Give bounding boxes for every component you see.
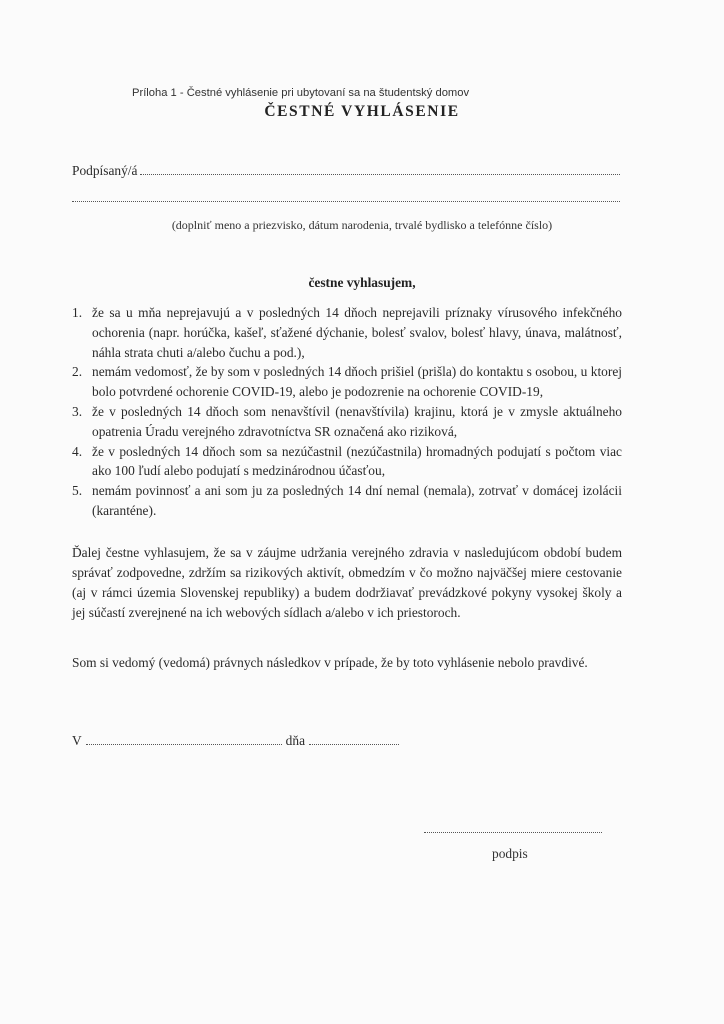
declare-heading: čestne vyhlasujem, — [308, 275, 416, 290]
fill-hint: (doplniť meno a priezvisko, dátum narodenia, trvalé bydlisko a telefónne číslo) — [171, 218, 553, 232]
place-label: V — [72, 733, 82, 748]
place-date-line — [72, 733, 403, 749]
signee-label: Podpísaný/á — [72, 163, 138, 178]
list-item — [72, 402, 622, 442]
item-number: 3. — [72, 403, 83, 419]
list-item — [72, 362, 622, 402]
date-fill-line[interactable] — [309, 744, 399, 745]
list-item — [72, 481, 622, 521]
list-item — [72, 442, 622, 482]
place-fill-line[interactable] — [86, 744, 282, 745]
item-text: že v posledných 14 dňoch som nenavštívil (nenavštívila) krajinu, ktorá je v zmysle aktuálneho opatrenia Úradu verejného zdravotníctva SR označená ako riziková, — [92, 403, 622, 439]
item-number: 4. — [72, 443, 83, 459]
item-text: že v posledných 14 dňoch som sa nezúčastnil (nezúčastnila) hromadných podujatí s počtom viac ako 100 ľudí alebo podujatí s medzinárodnou účasťou, — [92, 443, 622, 479]
date-label: dňa — [285, 733, 306, 748]
further-declaration: Ďalej čestne vyhlasujem, že sa v záujme udržania verejného zdravia v nasledujúcom období budem správať zodpovedne, zdržím sa rizikových aktivít, obmedzím v čo možno najväčšej miere cestovanie (aj v rámci územia Slovenskej republiky) a budem dodržiavať prevádzkové pokyny vysokej školy a jej súčastí zverejnené na ich webových sídlach a/alebo v ich priestoroch. — [72, 545, 622, 620]
legal-awareness: Som si vedomý (vedomá) právnych následkov v prípade, že by toto vyhlásenie nebolo pravdivé. — [72, 655, 588, 670]
signature-label: podpis — [492, 846, 528, 861]
item-text: nemám povinnosť a ani som ju za posledných 14 dní nemal (nemala), zotrvať v domácej izolácii (karanténe). — [92, 483, 622, 518]
item-text: nemám vedomosť, že by som v posledných 14 dňoch prišiel (prišla) do kontaktu s osobou, u ktorej bolo potvrdené ochorenie COVID-19, alebo je podozrenie na ochorenie COVID-19, — [92, 364, 622, 400]
list-item — [72, 303, 622, 362]
signee-line — [72, 163, 620, 179]
declaration-list — [72, 303, 622, 521]
signee-fill-line-2[interactable] — [72, 201, 620, 202]
document-title: ČESTNÉ VYHLÁSENIE — [264, 103, 460, 120]
item-number: 2. — [72, 364, 83, 380]
item-number: 5. — [72, 483, 83, 499]
item-number: 1. — [72, 305, 83, 320]
signature-fill-line[interactable] — [424, 832, 602, 833]
signee-fill-line[interactable] — [140, 174, 620, 175]
annex-heading: Príloha 1 - Čestné vyhlásenie pri ubytovaní sa na študentský domov — [132, 87, 470, 99]
item-text: že sa u mňa neprejavujú a v posledných 14 dňoch neprejavili príznaky vírusového infekčného ochorenia (napr. horúčka, kašeľ, sťažené dýchanie, bolesť svalov, bolesť hlavy, únava, malátnosť, náhla strata chuti a/alebo čuchu a pod.), — [92, 305, 622, 360]
